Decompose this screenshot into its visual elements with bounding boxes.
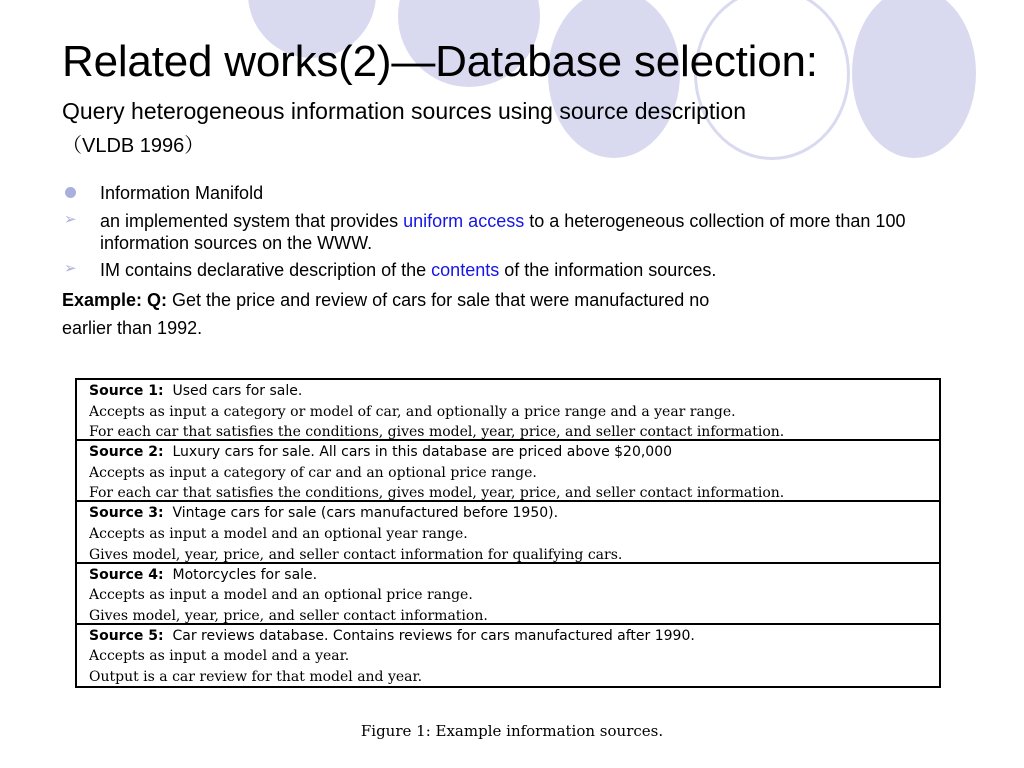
source-heading-text: Vintage cars for sale (cars manufactured before 1950). — [172, 505, 559, 522]
source-input-line: Accepts as input a model and a year. — [89, 648, 350, 665]
source-heading — [89, 565, 927, 586]
slide-title: Related works(2)—Database selection: — [62, 37, 818, 86]
source-block — [77, 380, 939, 441]
source-output-line: For each car that satisfies the conditions, gives model, year, price, and seller contact information. — [89, 485, 785, 502]
source-block — [77, 502, 939, 563]
source-heading — [89, 442, 927, 463]
arrow-bullet-icon: ➢ — [64, 260, 77, 277]
source-output-line: Gives model, year, price, and seller contact information for qualifying cars. — [89, 546, 623, 563]
bullet-dot-icon — [65, 187, 76, 198]
source-block — [77, 625, 939, 686]
source-label: Source 4: — [89, 566, 164, 583]
source-heading-text: Car reviews database. Contains reviews for cars manufactured after 1990. — [172, 627, 695, 644]
sub2-suffix: of the information sources. — [499, 260, 717, 280]
sub1-prefix: an implemented system that provides — [100, 211, 404, 231]
source-output-line: Gives model, year, price, and seller contact information. — [89, 607, 488, 624]
source-heading — [89, 381, 927, 402]
sub-bullet-uniform-access — [100, 210, 960, 254]
source-label: Source 2: — [89, 444, 164, 461]
source-heading — [89, 503, 927, 524]
source-heading-text: Luxury cars for sale. All cars in this database are priced above $20,000 — [172, 444, 673, 461]
source-label: Source 1: — [89, 383, 164, 399]
source-input-line: Accepts as input a category or model of car, and optionally a price range and a year range. — [89, 403, 736, 420]
source-label: Source 5: — [89, 627, 164, 644]
slide-subtitle: Query heterogeneous information sources using source description — [62, 98, 746, 124]
example-label: Example: Q: — [62, 290, 168, 310]
sub2-prefix: IM contains declarative description of the — [100, 260, 432, 280]
source-output-line: For each car that satisfies the conditions, gives model, year, price, and seller contact information. — [89, 424, 785, 441]
sub-bullet-contents — [100, 259, 1000, 281]
source-heading-text: Motorcycles for sale. — [172, 566, 318, 583]
uniform-access-highlight: uniform access — [403, 211, 525, 231]
figure-caption: Figure 1: Example information sources. — [360, 722, 664, 740]
source-block — [77, 441, 939, 502]
source-heading-text: Used cars for sale. — [172, 383, 303, 399]
source-input-line: Accepts as input a model and an optional price range. — [89, 587, 473, 604]
venue-label: （VLDB 1996） — [62, 135, 205, 157]
source-label: Source 3: — [89, 505, 164, 522]
example-line2: earlier than 1992. — [62, 318, 203, 338]
sub1-suffix: to a heterogeneous collection of more than 100 information sources on the WWW. — [100, 211, 906, 253]
example-query — [62, 286, 962, 342]
source-output-line: Output is a car review for that model and year. — [89, 668, 423, 685]
example-line1: Get the price and review of cars for sale that were manufactured no — [167, 290, 710, 310]
source-heading — [89, 626, 927, 647]
contents-highlight: contents — [431, 260, 500, 280]
decor-circle-4 — [852, 0, 976, 158]
source-input-line: Accepts as input a category of car and an optional price range. — [89, 464, 537, 481]
bullet-information-manifold: Information Manifold — [100, 183, 264, 203]
information-sources-figure — [75, 378, 941, 688]
arrow-bullet-icon: ➢ — [64, 211, 77, 228]
source-input-line: Accepts as input a model and an optional year range. — [89, 525, 468, 542]
source-block — [77, 564, 939, 625]
